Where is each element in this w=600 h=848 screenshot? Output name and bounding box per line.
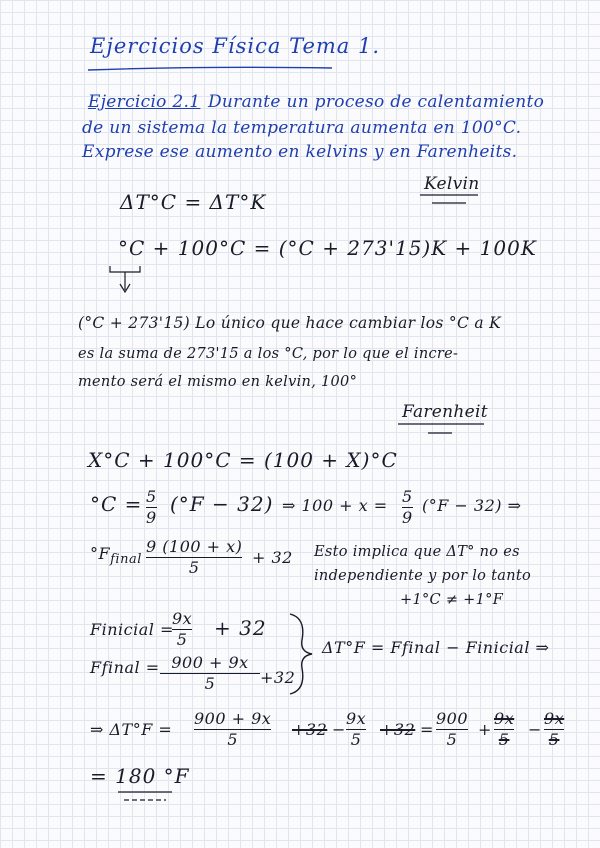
final-minus-2: − (528, 720, 542, 739)
final-lead: ⇒ ΔT°F = (90, 720, 173, 739)
kelvin-note-2: es la suma de 273'15 a los °C, por lo que el incre- (78, 346, 459, 362)
final-result: = 180 °F (90, 764, 190, 788)
delta-f-equation: ΔT°F = Ffinal − Finicial ⇒ (322, 638, 550, 657)
comment-line-1: Esto implica que ΔT° no es (314, 544, 520, 560)
page-title: Ejercicios Física Tema 1. (90, 34, 381, 58)
farenheit-eq-2-paren: (°F − 32) (170, 492, 274, 516)
fraction-denominator: 5 (498, 730, 510, 750)
kelvin-eq-1: ΔT°C = ΔT°K (120, 190, 267, 214)
fraction-denominator: 5 (227, 730, 238, 750)
final-equals: = (420, 720, 434, 739)
ffinal2-label: Ffinal = (90, 658, 160, 677)
fraction-numerator: 5 (146, 487, 157, 506)
fraction-numerator: 5 (402, 487, 413, 506)
final-term-4: +32 (380, 720, 416, 739)
fraction-denominator: 9 (146, 508, 157, 528)
final-term-2: +32 (292, 720, 328, 739)
comment-line-2: independiente y por lo tanto (314, 568, 531, 584)
farenheit-eq-2-right: (°F − 32) ⇒ (422, 496, 522, 515)
kelvin-note-3: mento será el mismo en kelvin, 100° (78, 374, 358, 390)
kelvin-eq-2: °C + 100°C = (°C + 273'15)K + 100K (118, 236, 537, 260)
finicial-label: Finicial = (90, 620, 174, 639)
fraction-denominator: 5 (204, 674, 216, 694)
fraction-numerator: 900 + 9x (171, 653, 249, 672)
final-minus-1: − (332, 720, 346, 739)
finicial-plus: + 32 (214, 616, 267, 640)
ffinal-plus: + 32 (252, 548, 293, 567)
fraction-denominator: 9 (402, 508, 413, 528)
problem-line-1: Durante un proceso de calentamiento (208, 92, 545, 112)
problem-line-3: Exprese ese aumento en kelvins y en Farenheits. (82, 142, 518, 162)
fraction-numerator: 9 (100 + x) (146, 537, 243, 556)
fraction-numerator: 9x (172, 609, 193, 628)
fraction-numerator: 900 (436, 709, 469, 728)
farenheit-eq-2-mid: ⇒ 100 + x = (282, 496, 388, 515)
comment-line-3: +1°C ≠ +1°F (400, 592, 504, 608)
fraction-numerator: 9x (494, 709, 515, 728)
final-plus: + (478, 720, 492, 739)
fraction-numerator: 900 + 9x (194, 709, 272, 728)
fraction-denominator: 5 (350, 730, 362, 750)
fraction-denominator: 5 (548, 730, 560, 750)
farenheit-eq-2-left: °C = (90, 492, 143, 516)
farenheit-eq-1: X°C + 100°C = (100 + X)°C (88, 448, 398, 472)
kelvin-note-1: (°C + 273'15) Lo único que hace cambiar los °C a K (78, 314, 501, 332)
fraction-numerator: 9x (346, 709, 367, 728)
fraction-denominator: 5 (176, 630, 188, 650)
ffinal2-plus: +32 (260, 668, 296, 687)
ffinal-label-main: °F (90, 544, 111, 563)
ffinal-label-sub: final (110, 552, 142, 568)
problem-line-2: de un sistema la temperatura aumenta en 100°C. (82, 118, 522, 138)
fraction-denominator: 5 (188, 558, 200, 578)
problem-label: Ejercicio 2.1 (88, 92, 201, 112)
farenheit-heading: Farenheit (402, 402, 488, 422)
kelvin-heading: Kelvin (424, 174, 480, 194)
fraction-numerator: 9x (544, 709, 565, 728)
fraction-denominator: 5 (446, 730, 458, 750)
